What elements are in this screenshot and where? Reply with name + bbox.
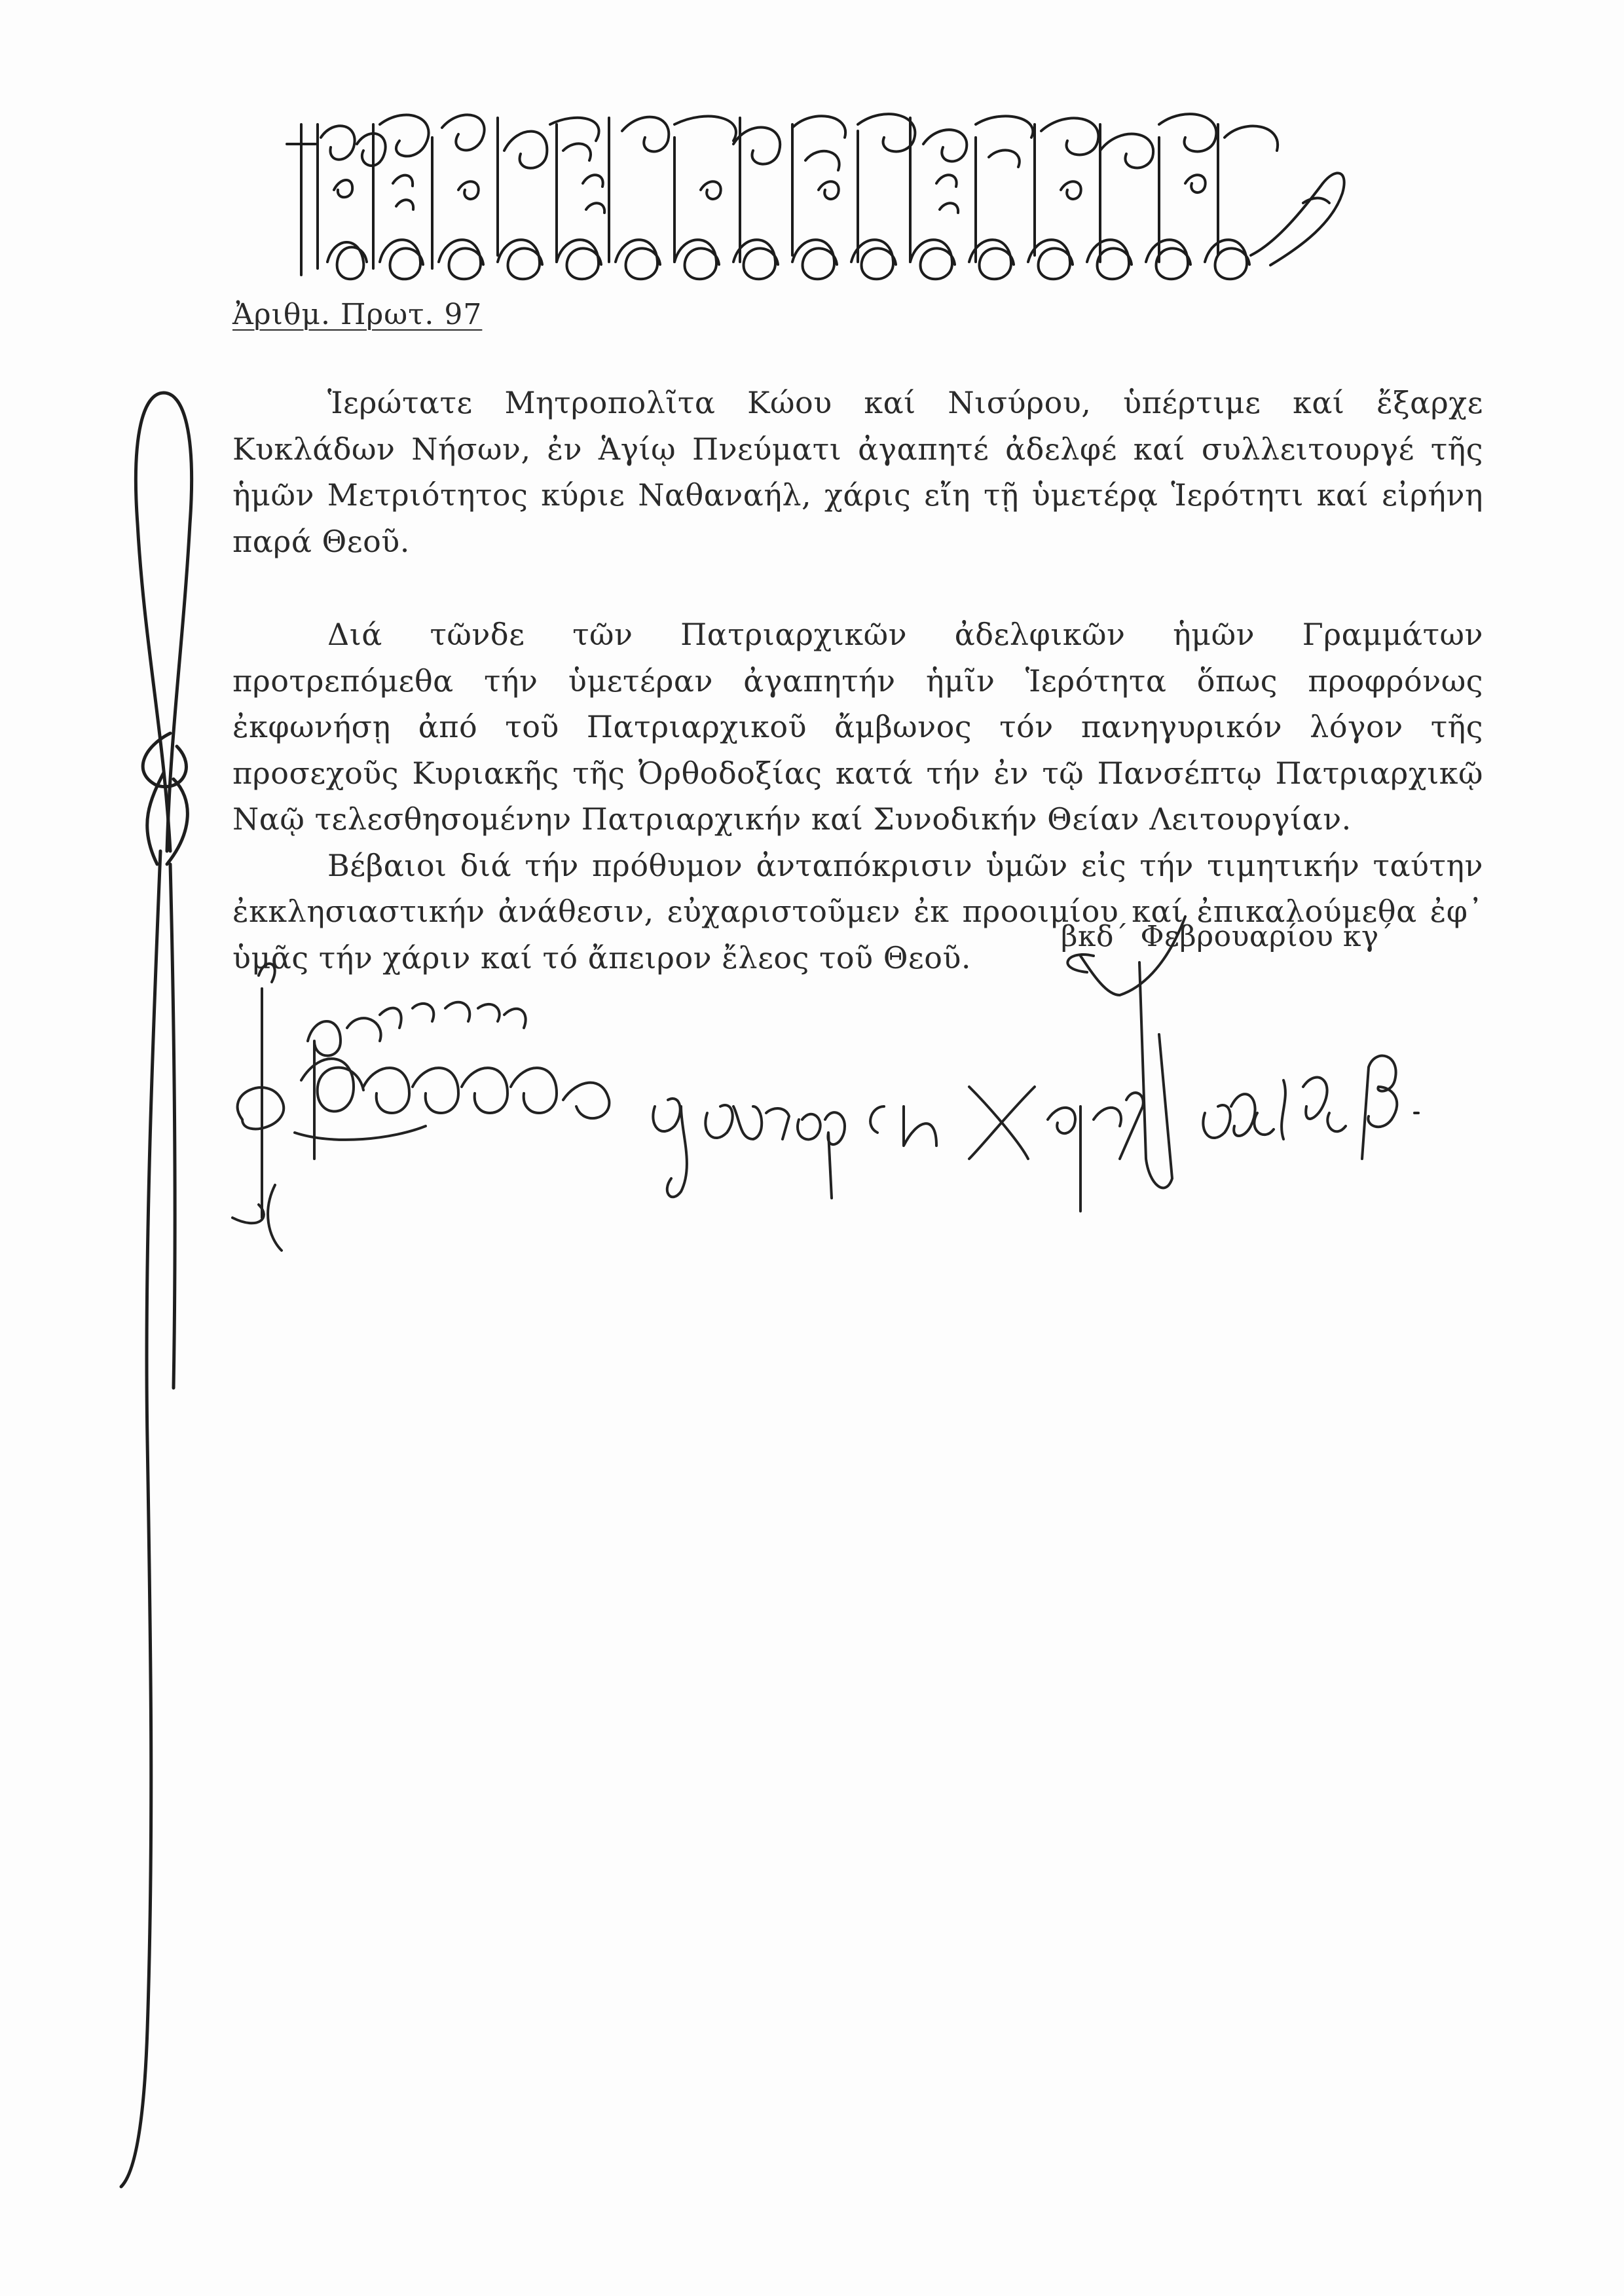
date-year: βκδ´ xyxy=(1061,920,1129,953)
handwritten-signature xyxy=(196,910,1493,1277)
protocol-number: Ἀριθμ. Πρωτ. 97 xyxy=(232,298,483,331)
date-month-day: Φεβρουαρίου κγ´ xyxy=(1140,920,1394,953)
patriarchal-monogram-seal xyxy=(282,98,1395,288)
closing-paragraph: Βέβαιοι διά τήν πρόθυμον ἀνταπόκρισιν ὑμῶν εἰς τήν τιμητικήν ταύτην ἐκκλησιαστικήν ἀνάθεσιν, εὐχαριστοῦμεν ἐκ προοιμίου καί ἐπικαλούμεθα ἐφ᾽ ὑμᾶς τήν χάριν καί τό ἄπειρον ἔλεος τοῦ Θεοῦ. xyxy=(232,847,1483,975)
greeting-paragraph: Ἱερώτατε Μητροπολῖτα Κώου καί Νισύρου, ὑπέρτιμε καί ἔξαρχε Κυκλάδων Νήσων, ἐν Ἁγίῳ Πνεύματι ἀγαπητέ ἀδελφέ καί συλλειτουργέ τῆς ἡμῶν Μετριότητος κύριε Ναθαναήλ, χάρις εἴη τῇ ὑμετέρᾳ Ἱερότητι καί εἰρήνη παρά Θεοῦ. xyxy=(232,385,1483,559)
request-paragraph: Διά τῶνδε τῶν Πατριαρχικῶν ἀδελφικῶν ἡμῶν Γραμμάτων προτρεπόμεθα τήν ὑμετέραν ἀγαπητήν ἡμῖν Ἱερότητα ὅπως προφρόνως ἐκφωνήσῃ ἀπό τοῦ Πατριαρχικοῦ ἄμβωνος τόν πανηγυρικόν λόγον τῆς προσεχοῦς Κυριακῆς τῆς Ὀρθοδοξίας κατά τήν ἐν τῷ Πανσέπτῳ Πατριαρχικῷ Ναῷ τελεσθησομένην Πατριαρχικήν καί Συνοδικήν Θείαν Λειτουργίαν. xyxy=(232,617,1483,837)
letter-body xyxy=(232,380,1483,981)
binding-cord xyxy=(98,367,229,2239)
